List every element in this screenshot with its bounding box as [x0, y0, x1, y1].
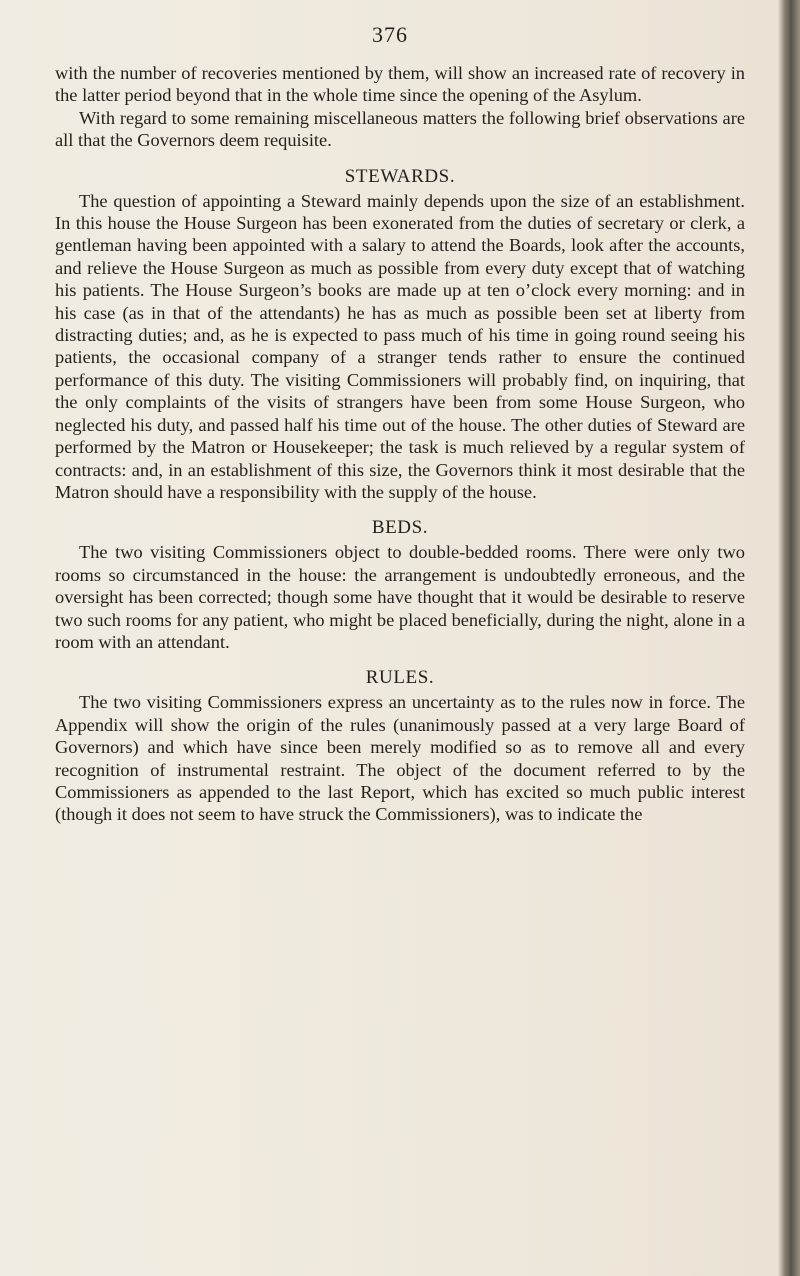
- page-number: 376: [372, 22, 408, 47]
- intro-paragraph: With regard to some remaining miscellaneous matters the following brief observations are all that the Governors deem requisite.: [55, 107, 745, 151]
- section-body-beds: The two visiting Commissioners object to double-bedded rooms. There were only two rooms so circumstanced in the house: the arrangement is undoubtedly erroneous, and the oversight has been corrected; though some have thought that it would be desirable to reserve two such rooms for any patient, who might be placed beneficially, during the night, alone in a room with an attendant.: [55, 542, 745, 652]
- text-column: [55, 62, 745, 826]
- section-heading-beds: BEDS.: [371, 517, 429, 539]
- opening-paragraph: with the number of recoveries mentioned by them, will show an increased rate of recovery in the latter period beyond that in the whole time since the opening of the Asylum.: [55, 63, 745, 106]
- section-heading-rules: RULES.: [365, 667, 435, 689]
- section-heading-stewards: STEWARDS.: [344, 165, 456, 187]
- section-body-stewards: The question of appointing a Steward mainly depends upon the size of an establishment. In this house the House Surgeon has been exonerated from the duties of secretary or clerk, a gentleman having been appointed with a salary to attend the Boards, look after the accounts, and relieve the House Surgeon as much as possible from every duty except that of watching his patients. The House Surgeon’s books are made up at ten o’clock every morning: and in his case (as in that of the attendants) he has as much as possible been set at liberty from distracting duties; and, as he is expected to pass much of his time in going round seeing his patients, the occasional company of a stranger tends rather to ensure the continued performance of this duty. The visiting Commissioners will probably find, on inquiring, that the only complaints of the visits of strangers have been from some House Surgeon, who neglected his duty, and passed half his time out of the house. The other duties of Steward are performed by the Matron or Housekeeper; the task is much relieved by a regular system of contracts: and, in an establishment of this size, the Governors think it most desirable that the Matron should have a responsibility with the supply of the house.: [55, 190, 745, 502]
- book-binding-edge: [778, 0, 800, 1276]
- section-body-rules: The two visiting Commissioners express an uncertainty as to the rules now in force. The Appendix will show the origin of the rules (unanimously passed at a very large Board of Governors) and which have since been merely modified so as to remove all and every recognition of instrumental restraint. The object of the document referred to by the Commissioners as appended to the last Report, which has excited so much public interest (though it does not seem to have struck the Commissioners), was to indicate the: [55, 692, 745, 825]
